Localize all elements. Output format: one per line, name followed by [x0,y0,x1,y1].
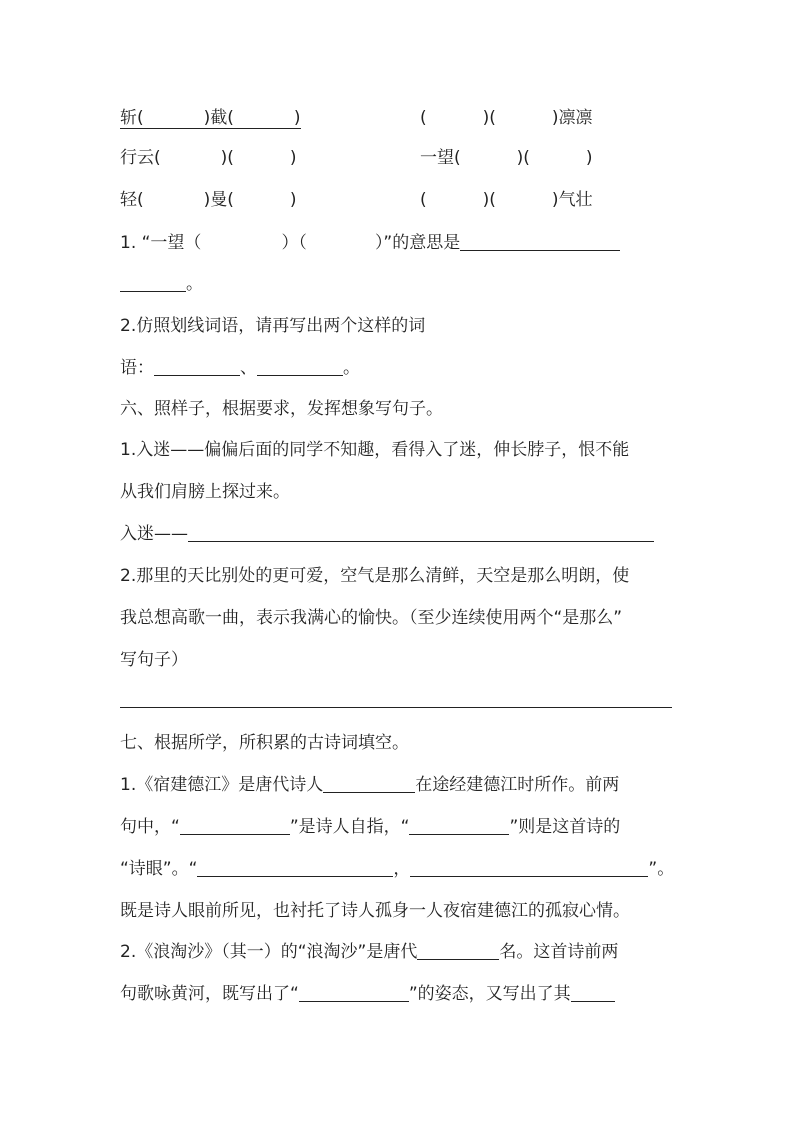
q1-prefix: 1. “一望（ [120,233,202,253]
answer-blank[interactable] [409,817,509,835]
section-7-p2-line2 [120,984,615,1004]
q2-prefix: 语： [120,358,154,378]
text: 在途经建德江时所作。前两 [415,775,620,795]
text: 名。这首诗前两 [499,942,619,962]
word-right-2 [420,148,593,168]
q1-suffix: ）”的意思是 [374,233,461,253]
section-6-q2-line3: 写句子） [120,650,188,670]
paren: ) [289,190,297,210]
text: “诗眼”。“ [120,859,198,879]
char: 凛凛 [558,108,593,128]
question-2: 2.仿照划线词语，请再写出两个这样的词 [120,316,426,336]
text: ”的姿态，又写出了其 [408,984,571,1004]
section-7-title: 七、根据所学，所积累的古诗词填空。 [120,733,409,753]
section-6-q2-line1: 2.那里的天比别处的更可爱，空气是那么清鲜，天空是那么明朗，使 [120,566,630,586]
period: 。 [186,274,203,294]
paren: ) [203,108,211,128]
text: 句歌咏黄河，既写出了“ [120,984,299,1004]
paren: ) [516,148,524,168]
word-row-3 [120,190,593,210]
answer-blank[interactable] [120,274,186,292]
answer-blank[interactable] [120,690,672,708]
section-7-p1-line2 [120,817,620,837]
char: 轻 [120,190,137,210]
paren: ) [551,190,559,210]
period: 。 [343,358,360,378]
section-7-p1-line3 [120,859,674,879]
text: 句中，“ [120,817,180,837]
word-row-1 [120,108,593,128]
paren: ) [482,190,490,210]
text: ”。 [648,859,675,879]
char: 行云 [120,148,154,168]
section-6-q1-answer [120,524,654,544]
text: ”则是这首诗的 [509,817,621,837]
section-7-p2-line1 [120,942,618,962]
answer-blank[interactable] [197,859,393,877]
text: 2.《浪淘沙》（其一）的“浪淘沙”是唐代 [120,942,418,962]
separator: 、 [240,358,257,378]
underlined-example-word [120,108,301,129]
paren: ( [137,108,144,128]
paren: ) [203,190,211,210]
text: ”是诗人自指，“ [289,817,410,837]
answer-prefix: 入迷—— [120,524,188,544]
char: 一望 [420,148,454,168]
section-6-q2-line2: 我总想高歌一曲，表示我满心的愉快。（至少连续使用两个“是那么” [120,608,623,628]
paren: ( [420,108,427,128]
paren: ( [137,190,144,210]
paren: ) [220,148,228,168]
section-6-q1-line1: 1.入迷——偏偏后面的同学不知趣，看得入了迷，伸长脖子，恨不能 [120,440,630,460]
question-2-cont [120,358,360,378]
question-1-cont [120,274,203,294]
text: 1.《宿建德江》是唐代诗人 [120,775,324,795]
word-row-2 [120,148,593,168]
char: 截 [210,108,228,128]
paren: ( [227,148,234,168]
word-right-3 [420,190,593,210]
paren: ( [420,190,427,210]
text: ， [393,859,411,879]
paren: ( [227,108,234,128]
char: 曼 [210,190,228,210]
section-7-p1-line4: 既是诗人眼前所见，也衬托了诗人孤身一人夜宿建德江的孤寂心情。 [120,901,630,921]
char: 斩 [120,108,137,128]
section-6-q2-answer [120,690,672,710]
paren: ) [585,148,593,168]
answer-blank[interactable] [154,358,240,376]
section-6-q1-line2: 从我们肩膀上探过来。 [120,482,290,502]
paren: ) [482,108,490,128]
paren: ) [289,148,297,168]
paren: ) [293,108,301,128]
section-7-p1-line1 [120,775,619,795]
answer-blank[interactable] [417,942,499,960]
paren: ( [154,148,161,168]
paren: ) [551,108,559,128]
paren: ( [454,148,461,168]
answer-blank[interactable] [460,233,620,251]
answer-blank[interactable] [571,984,615,1002]
answer-blank[interactable] [188,524,654,542]
question-1 [120,233,620,253]
answer-blank[interactable] [180,817,290,835]
paren: ( [489,190,496,210]
paren: ( [523,148,530,168]
answer-blank[interactable] [257,358,343,376]
paren: ( [489,108,496,128]
word-right-1 [420,108,593,128]
answer-blank[interactable] [299,984,409,1002]
char: 气壮 [558,190,593,210]
paren: ( [227,190,234,210]
answer-blank[interactable] [323,775,415,793]
answer-blank[interactable] [410,859,648,877]
section-6-title: 六、照样子，根据要求，发挥想象写句子。 [120,399,443,419]
q1-mid: ）（ [281,233,307,253]
